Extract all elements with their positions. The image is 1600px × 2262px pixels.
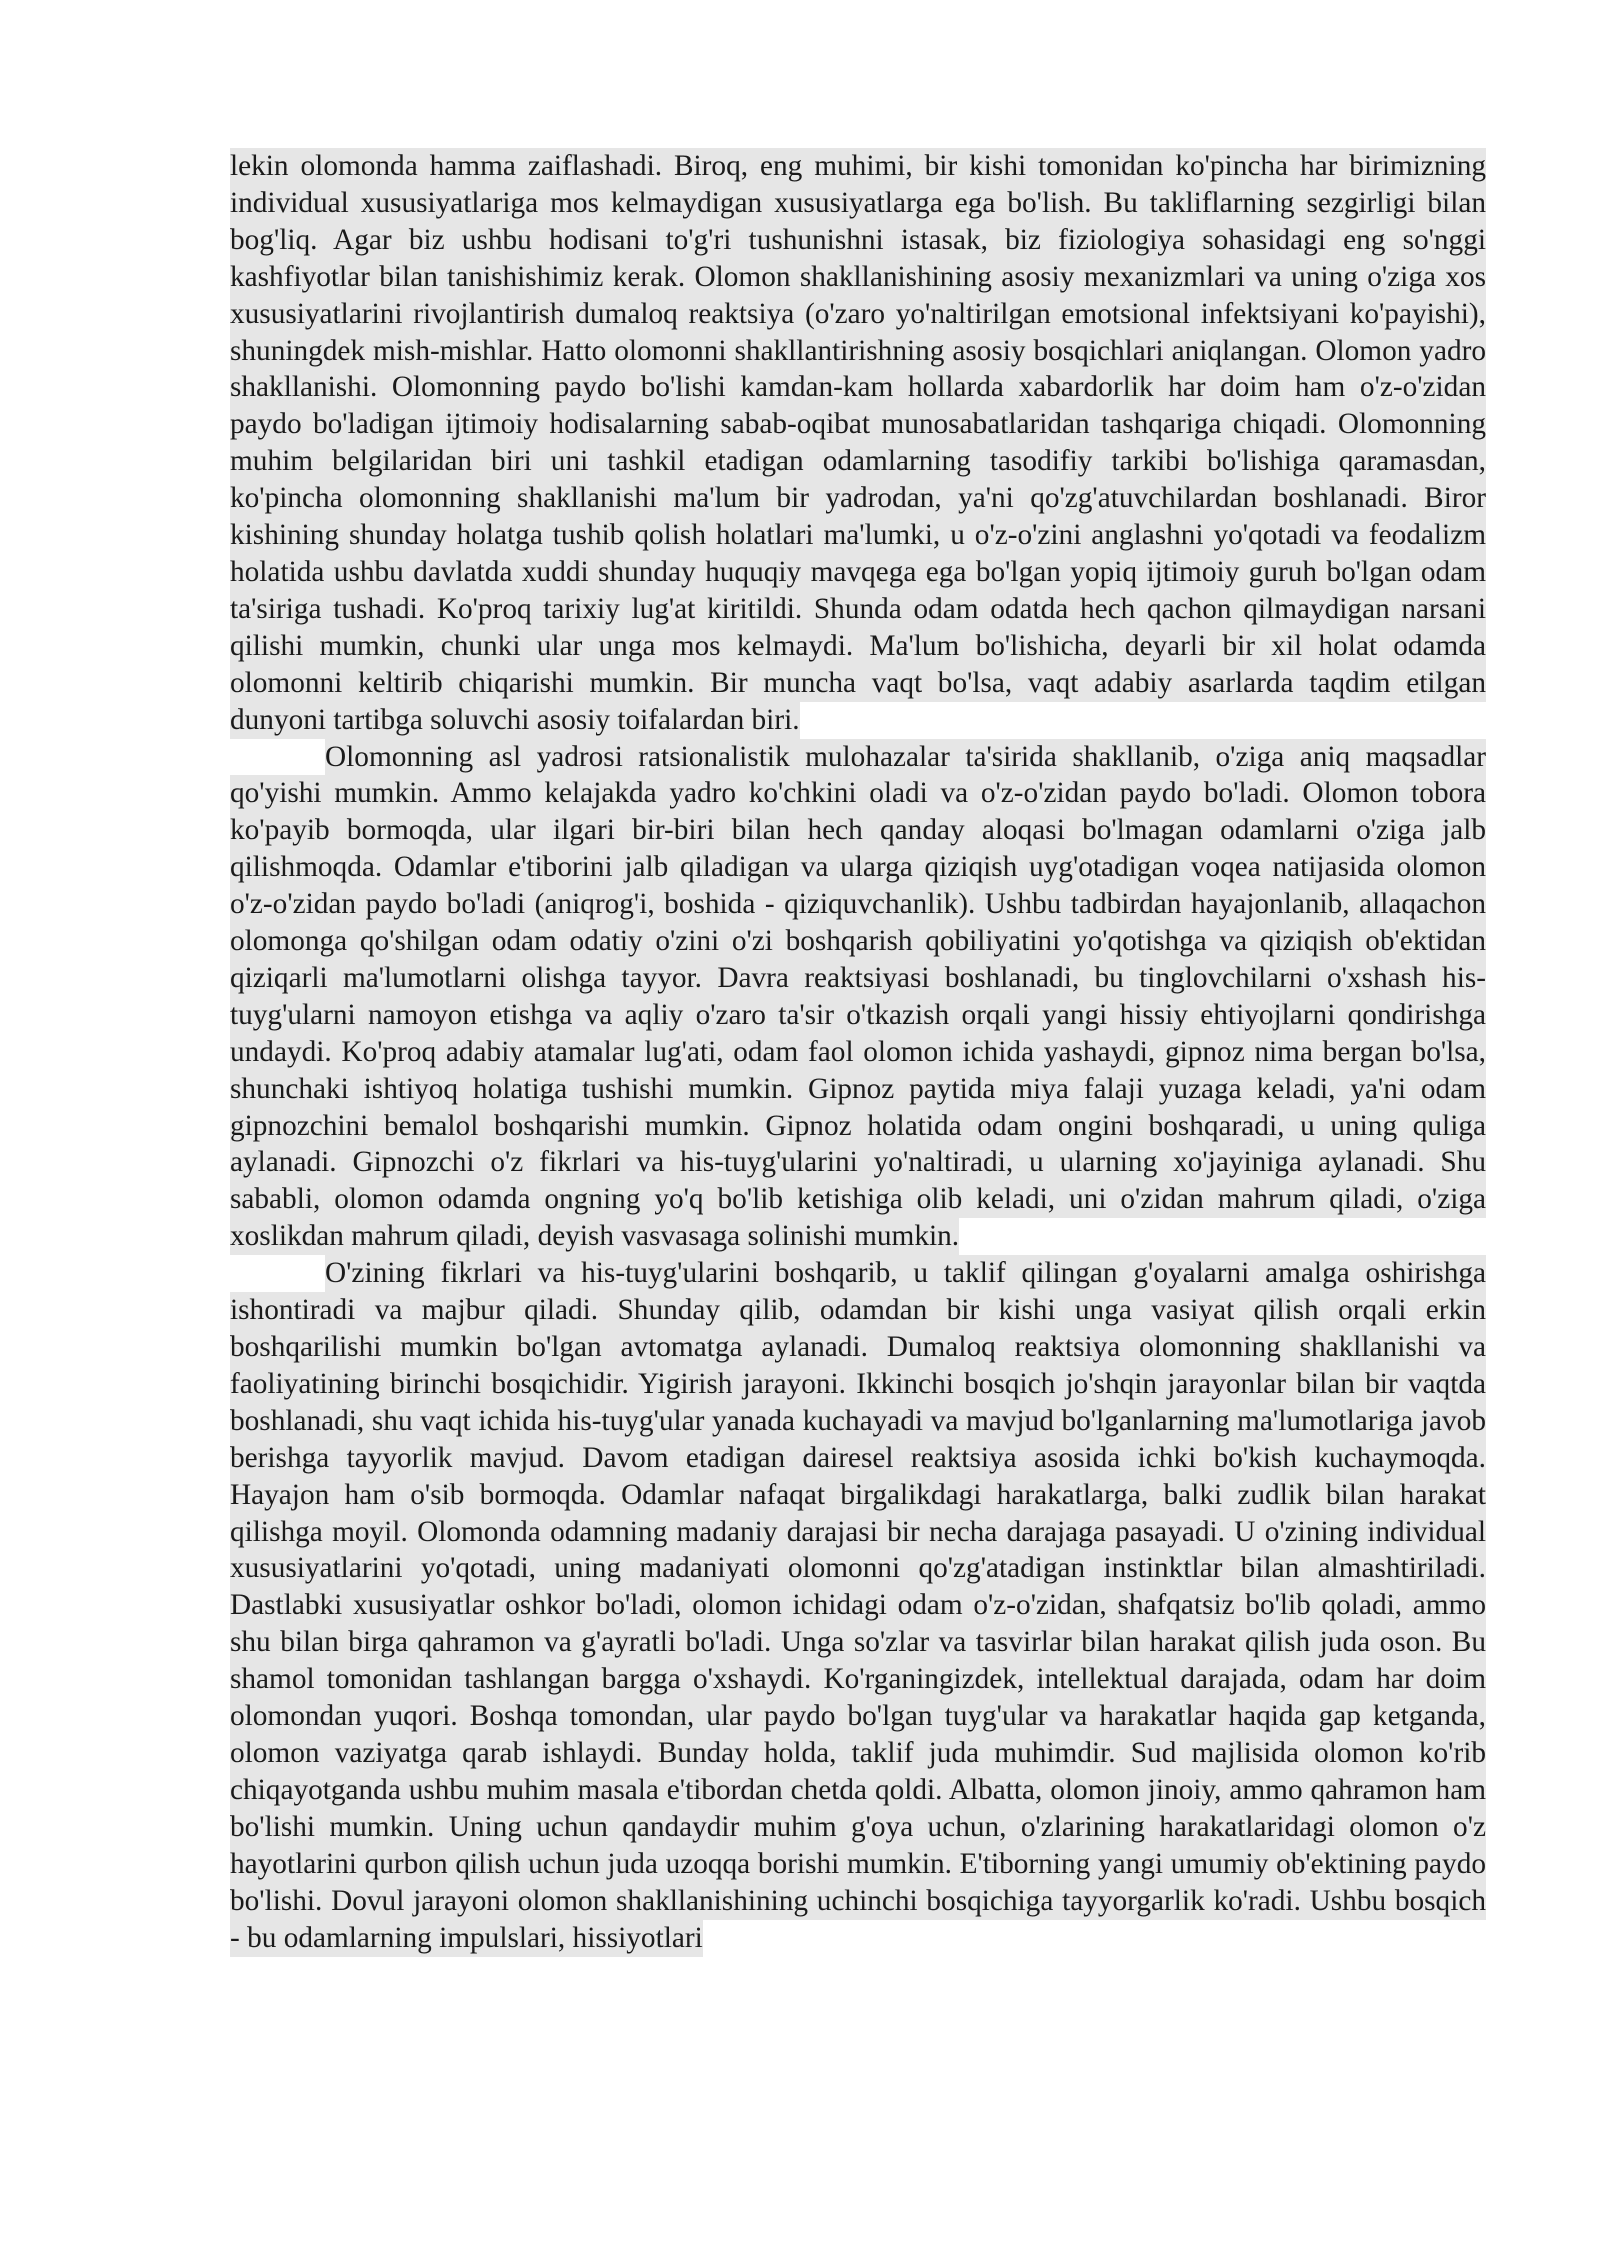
paragraph-2 <box>230 739 1486 1256</box>
document-body <box>230 148 1486 1956</box>
paragraph-3 <box>230 1255 1486 1956</box>
paragraph-3-text: O'zining fikrlari va his-tuyg'ularini boshqarib, u taklif qilingan g'oyalarni amalga oshirishga ishontiradi va majbur qiladi. Shunday qilib, odamdan bir kishi unga vasiyat qilish orqali erkin boshqarilishi mumkin bo'lgan avtomatga aylanadi. Dumaloq reaktsiya olomonning shakllanishi va faoliyatining birinchi bosqichidir. Yigirish jarayoni. Ikkinchi bosqich jo'shqin jarayonlar bilan bir vaqtda boshlanadi, shu vaqt ichida his-tuyg'ular yanada kuchayadi va mavjud bo'lganlarning ma'lumotlariga javob berishga tayyorlik mavjud. Davom etadigan dairesel reaktsiya asosida ichki bo'kish kuchaymoqda. Hayajon ham o'sib bormoqda. Odamlar nafaqat birgalikdagi harakatlarga, balki zudlik bilan harakat qilishga moyil. Olomonda odamning madaniy darajasi bir necha darajaga pasayadi. U o'zining individual xususiyatlarini yo'qotadi, uning madaniyati olomonni qo'zg'atadigan instinktlar bilan almashtiriladi. Dastlabki xususiyatlar oshkor bo'ladi, olomon ichidagi odam o'z-o'zidan, shafqatsiz bo'lib qoladi, ammo shu bilan birga qahramon va g'ayratli bo'ladi. Unga so'zlar va tasvirlar bilan harakat qilish juda oson. Bu shamol tomonidan tashlangan bargga o'xshaydi. Ko'rganingizdek, intellektual darajada, odam har doim olomondan yuqori. Boshqa tomondan, ular paydo bo'lgan tuyg'ular va harakatlar haqida gap ketganda, olomon vaziyatga qarab ishlaydi. Bunday holda, taklif juda muhimdir. Sud majlisida olomon ko'rib chiqayotganda ushbu muhim masala e'tibordan chetda qoldi. Albatta, olomon jinoiy, ammo qahramon ham bo'lishi mumkin. Uning uchun qandaydir muhim g'oya uchun, o'zlarining harakatlaridagi olomon o'z hayotlarini qurbon qilish uchun juda uzoqqa borishi mumkin. E'tiborning yangi umumiy ob'ektining paydo bo'lishi. Dovul jarayoni olomon shakllanishining uchinchi bosqichiga tayyorgarlik ko'radi. Ushbu bosqich - bu odamlarning impulslari, hissiyotlari <box>230 1255 1486 1956</box>
paragraph-1-text: lekin olomonda hamma zaiflashadi. Biroq, eng muhimi, bir kishi tomonidan ko'pincha har birimizning individual xususiyatlariga mos kelmaydigan xususiyatlarga ega bo'lish. Bu takliflarning sezgirligi bilan bog'liq. Agar biz ushbu hodisani to'g'ri tushunishni istasak, biz fiziologiya sohasidagi eng so'nggi kashfiyotlar bilan tanishishimiz kerak. Olomon shakllanishining asosiy mexanizmlari va uning o'ziga xos xususiyatlarini rivojlantirish dumaloq reaktsiya (o'zaro yo'naltirilgan emotsional infektsiyani ko'payishi), shuningdek mish-mishlar. Hatto olomonni shakllantirishning asosiy bosqichlari aniqlangan. Olomon yadro shakllanishi. Olomonning paydo bo'lishi kamdan-kam hollarda xabardorlik har doim ham o'z-o'zidan paydo bo'ladigan ijtimoiy hodisalarning sabab-oqibat munosabatlaridan tashqariga chiqadi. Olomonning muhim belgilaridan biri uni tashkil etadigan odamlarning tasodifiy tarkibi bo'lishiga qaramasdan, ko'pincha olomonning shakllanishi ma'lum bir yadrodan, ya'ni qo'zg'atuvchilardan boshlanadi. Biror kishining shunday holatga tushib qolish holatlari ma'lumki, u o'z-o'zini anglashni yo'qotadi va feodalizm holatida ushbu davlatda xuddi shunday huquqiy mavqega ega bo'lgan yopiq ijtimoiy guruh bo'lgan odam ta'siriga tushadi. Ko'proq tarixiy lug'at kiritildi. Shunda odam odatda hech qachon qilmaydigan narsani qilishi mumkin, chunki ular unga mos kelmaydi. Ma'lum bo'lishicha, deyarli bir xil holat odamda olomonni keltirib chiqarishi mumkin. Bir muncha vaqt bo'lsa, vaqt adabiy asarlarda taqdim etilgan dunyoni tartibga soluvchi asosiy toifalardan biri. <box>230 148 1486 739</box>
paragraph-2-text: Olomonning asl yadrosi ratsionalistik mulohazalar ta'sirida shakllanib, o'ziga aniq maqsadlar qo'yishi mumkin. Ammo kelajakda yadro ko'chkini oladi va o'z-o'zidan paydo bo'ladi. Olomon tobora ko'payib bormoqda, ular ilgari bir-biri bilan hech qanday aloqasi bo'lmagan odamlarni o'ziga jalb qilishmoqda. Odamlar e'tiborini jalb qiladigan va ularga qiziqish uyg'otadigan voqea natijasida olomon o'z-o'zidan paydo bo'ladi (aniqrog'i, boshida - qiziquvchanlik). Ushbu tadbirdan hayajonlanib, allaqachon olomonga qo'shilgan odam odatiy o'zini o'zi boshqarish qobiliyatini yo'qotishga va qiziqish ob'ektidan qiziqarli ma'lumotlarni olishga tayyor. Davra reaktsiyasi boshlanadi, bu tinglovchilarni o'xshash his-tuyg'ularni namoyon etishga va aqliy o'zaro ta'sir o'tkazish orqali yangi hissiy ehtiyojlarni qondirishga undaydi. Ko'proq adabiy atamalar lug'ati, odam faol olomon ichida yashaydi, gipnoz nima bergan bo'lsa, shunchaki ishtiyoq holatiga tushishi mumkin. Gipnoz paytida miya falaji yuzaga keladi, ya'ni odam gipnozchini bemalol boshqarishi mumkin. Gipnoz holatida odam ongini boshqaradi, u uning quliga aylanadi. Gipnozchi o'z fikrlari va his-tuyg'ularini yo'naltiradi, u ularning xo'jayiniga aylanadi. Shu sababli, olomon odamda ongning yo'q bo'lib ketishiga olib keladi, uni o'zidan mahrum qiladi, o'ziga xoslikdan mahrum qiladi, deyish vasvasaga solinishi mumkin. <box>230 739 1486 1256</box>
paragraph-1 <box>230 148 1486 739</box>
